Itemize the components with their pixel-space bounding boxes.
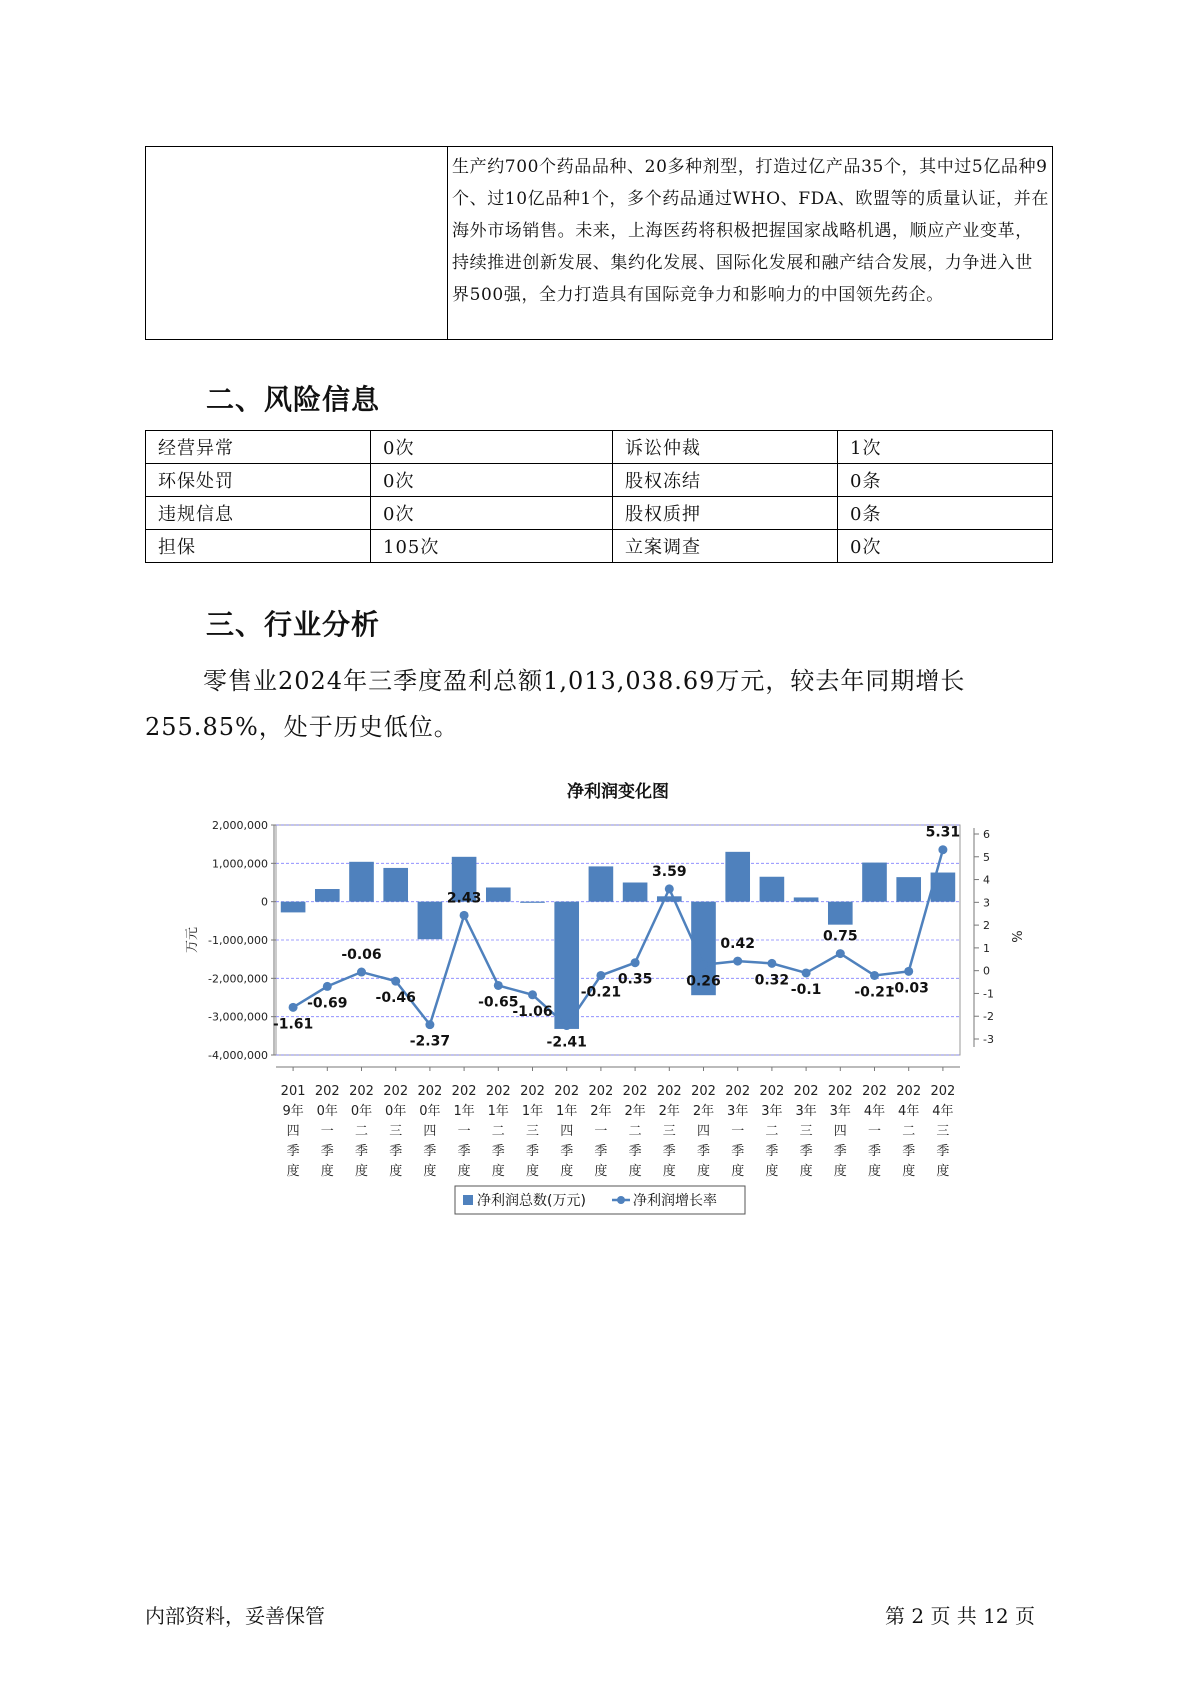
- growth-point: [425, 1020, 434, 1029]
- x-tick-label: 三: [662, 1124, 676, 1139]
- x-tick-label: 三: [525, 1124, 540, 1139]
- footer-confidential: 内部资料，妥善保管: [145, 1604, 325, 1628]
- x-tick-label: 度: [525, 1164, 540, 1179]
- data-label: -0.46: [375, 990, 416, 1007]
- x-tick-label: 四: [696, 1124, 711, 1139]
- y-tick-label: 2,000,000: [212, 819, 268, 832]
- bar: [383, 868, 408, 902]
- x-tick-label: 202: [759, 1084, 785, 1099]
- data-label: 5.31: [925, 824, 961, 841]
- x-tick-label: 202: [349, 1084, 374, 1099]
- growth-point: [699, 960, 708, 969]
- x-tick-label: 季: [286, 1144, 300, 1159]
- x-tick-label: 1年: [521, 1104, 544, 1119]
- legend-bar-swatch: [463, 1195, 473, 1205]
- industry-section-title: 三、行业分析: [206, 608, 381, 641]
- x-tick-label: 四: [423, 1124, 437, 1139]
- data-label: -0.21: [854, 984, 895, 1001]
- x-tick-label: 202: [451, 1084, 477, 1099]
- x-tick-label: 3年: [829, 1104, 851, 1119]
- y-tick-label: 0: [261, 895, 268, 909]
- x-tick-label: 度: [628, 1164, 642, 1179]
- y2-tick-label: 5: [983, 850, 990, 864]
- x-tick-label: 0年: [316, 1104, 338, 1119]
- growth-point: [357, 968, 366, 977]
- bar: [315, 889, 340, 902]
- x-tick-label: 季: [765, 1144, 779, 1159]
- table-row: [146, 530, 1053, 563]
- x-tick-label: 202: [485, 1084, 511, 1099]
- y2-tick-label: 6: [983, 828, 990, 841]
- table-row: [146, 464, 1053, 497]
- bar: [725, 852, 750, 902]
- data-label: 2.43: [446, 890, 482, 907]
- growth-point: [289, 1003, 298, 1012]
- x-tick-label: 1年: [453, 1104, 475, 1119]
- intro-label-cell: [146, 147, 448, 340]
- bar: [862, 863, 887, 902]
- x-tick-label: 季: [799, 1144, 813, 1159]
- bar: [794, 897, 819, 901]
- y-tick-label: -2,000,000: [208, 972, 268, 986]
- x-tick-label: 0年: [350, 1104, 373, 1119]
- data-label: -0.65: [478, 994, 519, 1011]
- x-tick-label: 季: [525, 1144, 540, 1159]
- x-tick-label: 3年: [795, 1104, 817, 1119]
- x-tick-label: 季: [902, 1144, 916, 1159]
- x-tick-label: 202: [793, 1084, 819, 1099]
- risk-table: [145, 430, 1053, 563]
- growth-point: [802, 968, 811, 977]
- x-tick-label: 度: [799, 1164, 813, 1179]
- bar: [896, 877, 921, 902]
- risk-value: 0次: [371, 464, 613, 497]
- y2-tick-label: 2: [983, 919, 990, 933]
- bar: [623, 883, 648, 902]
- x-tick-label: 3年: [761, 1104, 783, 1119]
- risk-key: 诉讼仲裁: [613, 431, 838, 464]
- x-tick-label: 一: [320, 1124, 334, 1139]
- bar: [349, 862, 374, 902]
- x-tick-label: 度: [423, 1164, 437, 1179]
- x-tick-label: 202: [417, 1084, 443, 1099]
- risk-value: 0次: [371, 431, 613, 464]
- x-tick-label: 四: [833, 1124, 847, 1139]
- growth-point: [596, 971, 605, 980]
- growth-point: [323, 982, 332, 991]
- x-tick-label: 度: [491, 1164, 505, 1179]
- risk-value: 0次: [371, 497, 613, 530]
- data-label: 0.42: [720, 936, 755, 953]
- x-tick-label: 202: [383, 1084, 409, 1099]
- x-tick-label: 4年: [932, 1104, 954, 1119]
- x-tick-label: 9年: [282, 1104, 304, 1119]
- x-tick-label: 四: [560, 1124, 574, 1139]
- legend-line-marker: [617, 1196, 625, 1204]
- x-tick-label: 0年: [385, 1104, 407, 1119]
- x-tick-label: 度: [833, 1164, 847, 1179]
- x-tick-label: 度: [594, 1164, 608, 1179]
- x-tick-label: 202: [520, 1084, 545, 1099]
- x-tick-label: 4年: [898, 1104, 920, 1119]
- legend-line-label: 净利润增长率: [633, 1193, 717, 1209]
- x-tick-label: 1年: [487, 1104, 509, 1119]
- growth-point: [494, 981, 503, 990]
- risk-value: 0次: [838, 530, 1053, 563]
- growth-point: [528, 990, 537, 999]
- bar: [554, 902, 579, 1029]
- growth-point: [391, 977, 400, 986]
- bar: [281, 902, 306, 913]
- growth-point: [460, 911, 469, 920]
- x-tick-label: 2年: [624, 1104, 646, 1119]
- x-tick-label: 度: [457, 1164, 471, 1179]
- bar: [520, 902, 545, 903]
- data-label: 3.59: [652, 863, 687, 880]
- y2-tick-label: 1: [983, 941, 990, 955]
- bar: [418, 902, 443, 940]
- x-tick-label: 季: [628, 1144, 642, 1159]
- x-tick-label: 度: [662, 1164, 676, 1179]
- risk-key: 违规信息: [146, 497, 371, 530]
- y-tick-label: -4,000,000: [208, 1049, 268, 1062]
- industry-paragraph: [145, 658, 1055, 750]
- x-tick-label: 度: [320, 1164, 334, 1179]
- growth-point: [836, 949, 845, 958]
- x-tick-label: 度: [867, 1164, 882, 1179]
- bar: [828, 902, 853, 925]
- industry-paragraph-text: 零售业2024年三季度盈利总额1,013,038.69万元，较去年同期增长255.85%，处于历史低位。: [145, 667, 966, 741]
- x-tick-label: 二: [765, 1124, 779, 1139]
- x-tick-label: 202: [691, 1084, 716, 1099]
- x-tick-label: 0年: [419, 1104, 441, 1119]
- y2-tick-label: -3: [983, 1033, 994, 1046]
- growth-point: [904, 967, 913, 976]
- data-label: -2.41: [546, 1034, 587, 1051]
- x-tick-label: 度: [389, 1164, 403, 1179]
- risk-section-title: 二、风险信息: [206, 383, 381, 416]
- growth-point: [767, 959, 776, 968]
- risk-key: 股权质押: [613, 497, 838, 530]
- risk-key: 立案调查: [613, 530, 838, 563]
- x-tick-label: 2年: [590, 1104, 612, 1119]
- x-tick-label: 202: [930, 1084, 956, 1099]
- risk-value: 0条: [838, 464, 1053, 497]
- x-tick-label: 三: [799, 1124, 813, 1139]
- x-tick-label: 202: [656, 1084, 682, 1099]
- risk-key: 股权冻结: [613, 464, 838, 497]
- net-profit-chart: [180, 775, 1023, 1225]
- data-label: -0.03: [888, 980, 929, 997]
- x-tick-label: 季: [560, 1144, 574, 1159]
- x-tick-label: 202: [314, 1084, 340, 1099]
- data-label: -0.06: [341, 947, 382, 964]
- growth-point: [665, 884, 674, 893]
- x-tick-label: 4年: [863, 1104, 886, 1119]
- y2-tick-label: 0: [983, 964, 990, 978]
- x-tick-label: 202: [827, 1084, 853, 1099]
- x-tick-label: 一: [731, 1124, 745, 1139]
- y-tick-label: -1,000,000: [208, 934, 268, 947]
- x-tick-label: 202: [588, 1084, 614, 1099]
- data-label: 0.35: [617, 971, 653, 988]
- x-tick-label: 季: [354, 1144, 369, 1159]
- chart-title: 净利润变化图: [567, 782, 669, 802]
- x-tick-label: 季: [491, 1144, 505, 1159]
- table-row: [146, 431, 1053, 464]
- x-tick-label: 度: [902, 1164, 916, 1179]
- risk-value: 1次: [838, 431, 1053, 464]
- x-tick-label: 度: [936, 1164, 950, 1179]
- x-tick-label: 2年: [658, 1104, 680, 1119]
- x-tick-label: 季: [731, 1144, 745, 1159]
- y-tick-label: 1,000,000: [212, 857, 268, 871]
- x-tick-label: 3年: [727, 1104, 749, 1119]
- page-number: 第 2 页 共 12 页: [885, 1604, 1035, 1628]
- x-tick-label: 度: [696, 1164, 711, 1179]
- growth-point: [562, 1021, 571, 1030]
- data-label: -2.37: [409, 1033, 451, 1050]
- x-tick-label: 202: [725, 1084, 751, 1099]
- x-tick-label: 季: [423, 1144, 437, 1159]
- x-tick-label: 二: [628, 1124, 642, 1139]
- y2-tick-label: 4: [983, 873, 990, 887]
- x-tick-label: 三: [389, 1124, 403, 1139]
- bar: [657, 896, 682, 901]
- x-tick-label: 202: [622, 1084, 648, 1099]
- bar: [760, 877, 785, 902]
- company-intro-table: [145, 146, 1053, 340]
- data-label: -0.69: [307, 995, 348, 1012]
- risk-key: 担保: [146, 530, 371, 563]
- x-tick-label: 四: [286, 1124, 300, 1139]
- x-tick-label: 季: [457, 1144, 471, 1159]
- y-axis-label: 万元: [185, 926, 200, 954]
- bar: [589, 866, 614, 901]
- legend-bar-label: 净利润总数(万元): [477, 1193, 586, 1209]
- y2-tick-label: -1: [983, 987, 994, 1001]
- growth-point: [870, 971, 879, 980]
- x-tick-label: 一: [594, 1124, 608, 1139]
- intro-text-cell: [448, 147, 1053, 340]
- y2-axis-label: %: [1008, 930, 1023, 943]
- x-tick-label: 度: [560, 1164, 574, 1179]
- x-tick-label: 202: [896, 1084, 922, 1099]
- growth-point: [938, 845, 947, 854]
- growth-point: [631, 958, 640, 967]
- intro-text: 生产约700个药品品种、20多种剂型，打造过亿产品35个，其中过5亿品种9个、过10亿品种1个，多个药品通过WHO、FDA、欧盟等的质量认证，并在海外市场销售。未来，上海医药将积极把握国家战略机遇，顺应产业变革，持续推进创新发展、集约化发展、国际化发展和融产结合发展，力争进入世界500强，全力打造具有国际竞争力和影响力的中国领先药企。: [452, 157, 1049, 305]
- x-tick-label: 季: [389, 1144, 403, 1159]
- data-label: 0.26: [686, 973, 721, 990]
- x-tick-label: 季: [867, 1144, 882, 1159]
- data-label: -1.61: [272, 1016, 314, 1033]
- x-tick-label: 二: [902, 1124, 916, 1139]
- x-tick-label: 1年: [556, 1104, 578, 1119]
- x-tick-label: 二: [491, 1124, 505, 1139]
- risk-value: 0条: [838, 497, 1053, 530]
- data-label: -1.06: [512, 1003, 553, 1020]
- data-label: 0.75: [823, 928, 858, 945]
- growth-point: [733, 957, 742, 966]
- risk-key: 环保处罚: [146, 464, 371, 497]
- x-tick-label: 二: [354, 1124, 369, 1139]
- x-tick-label: 季: [833, 1144, 847, 1159]
- y2-tick-label: -2: [983, 1010, 994, 1024]
- x-tick-label: 202: [862, 1084, 887, 1099]
- x-tick-label: 度: [765, 1164, 779, 1179]
- x-tick-label: 季: [662, 1144, 676, 1159]
- x-tick-label: 季: [320, 1144, 334, 1159]
- risk-key: 经营异常: [146, 431, 371, 464]
- x-tick-label: 度: [286, 1164, 300, 1179]
- x-tick-label: 季: [594, 1144, 608, 1159]
- x-tick-label: 202: [554, 1084, 580, 1099]
- risk-value: 105次: [371, 530, 613, 563]
- data-label: 0.32: [754, 972, 790, 989]
- x-tick-label: 季: [936, 1144, 950, 1159]
- y2-tick-label: 3: [983, 896, 990, 910]
- x-tick-label: 一: [457, 1124, 471, 1139]
- data-label: -0.1: [790, 981, 822, 998]
- x-tick-label: 三: [936, 1124, 950, 1139]
- bar: [486, 887, 511, 901]
- x-tick-label: 一: [867, 1124, 882, 1139]
- x-tick-label: 2年: [692, 1104, 715, 1119]
- x-tick-label: 201: [280, 1084, 306, 1099]
- data-label: -0.21: [580, 984, 622, 1001]
- x-tick-label: 度: [354, 1164, 369, 1179]
- y-tick-label: -3,000,000: [208, 1010, 268, 1024]
- x-tick-label: 季: [696, 1144, 711, 1159]
- table-row: [146, 497, 1053, 530]
- x-tick-label: 度: [731, 1164, 745, 1179]
